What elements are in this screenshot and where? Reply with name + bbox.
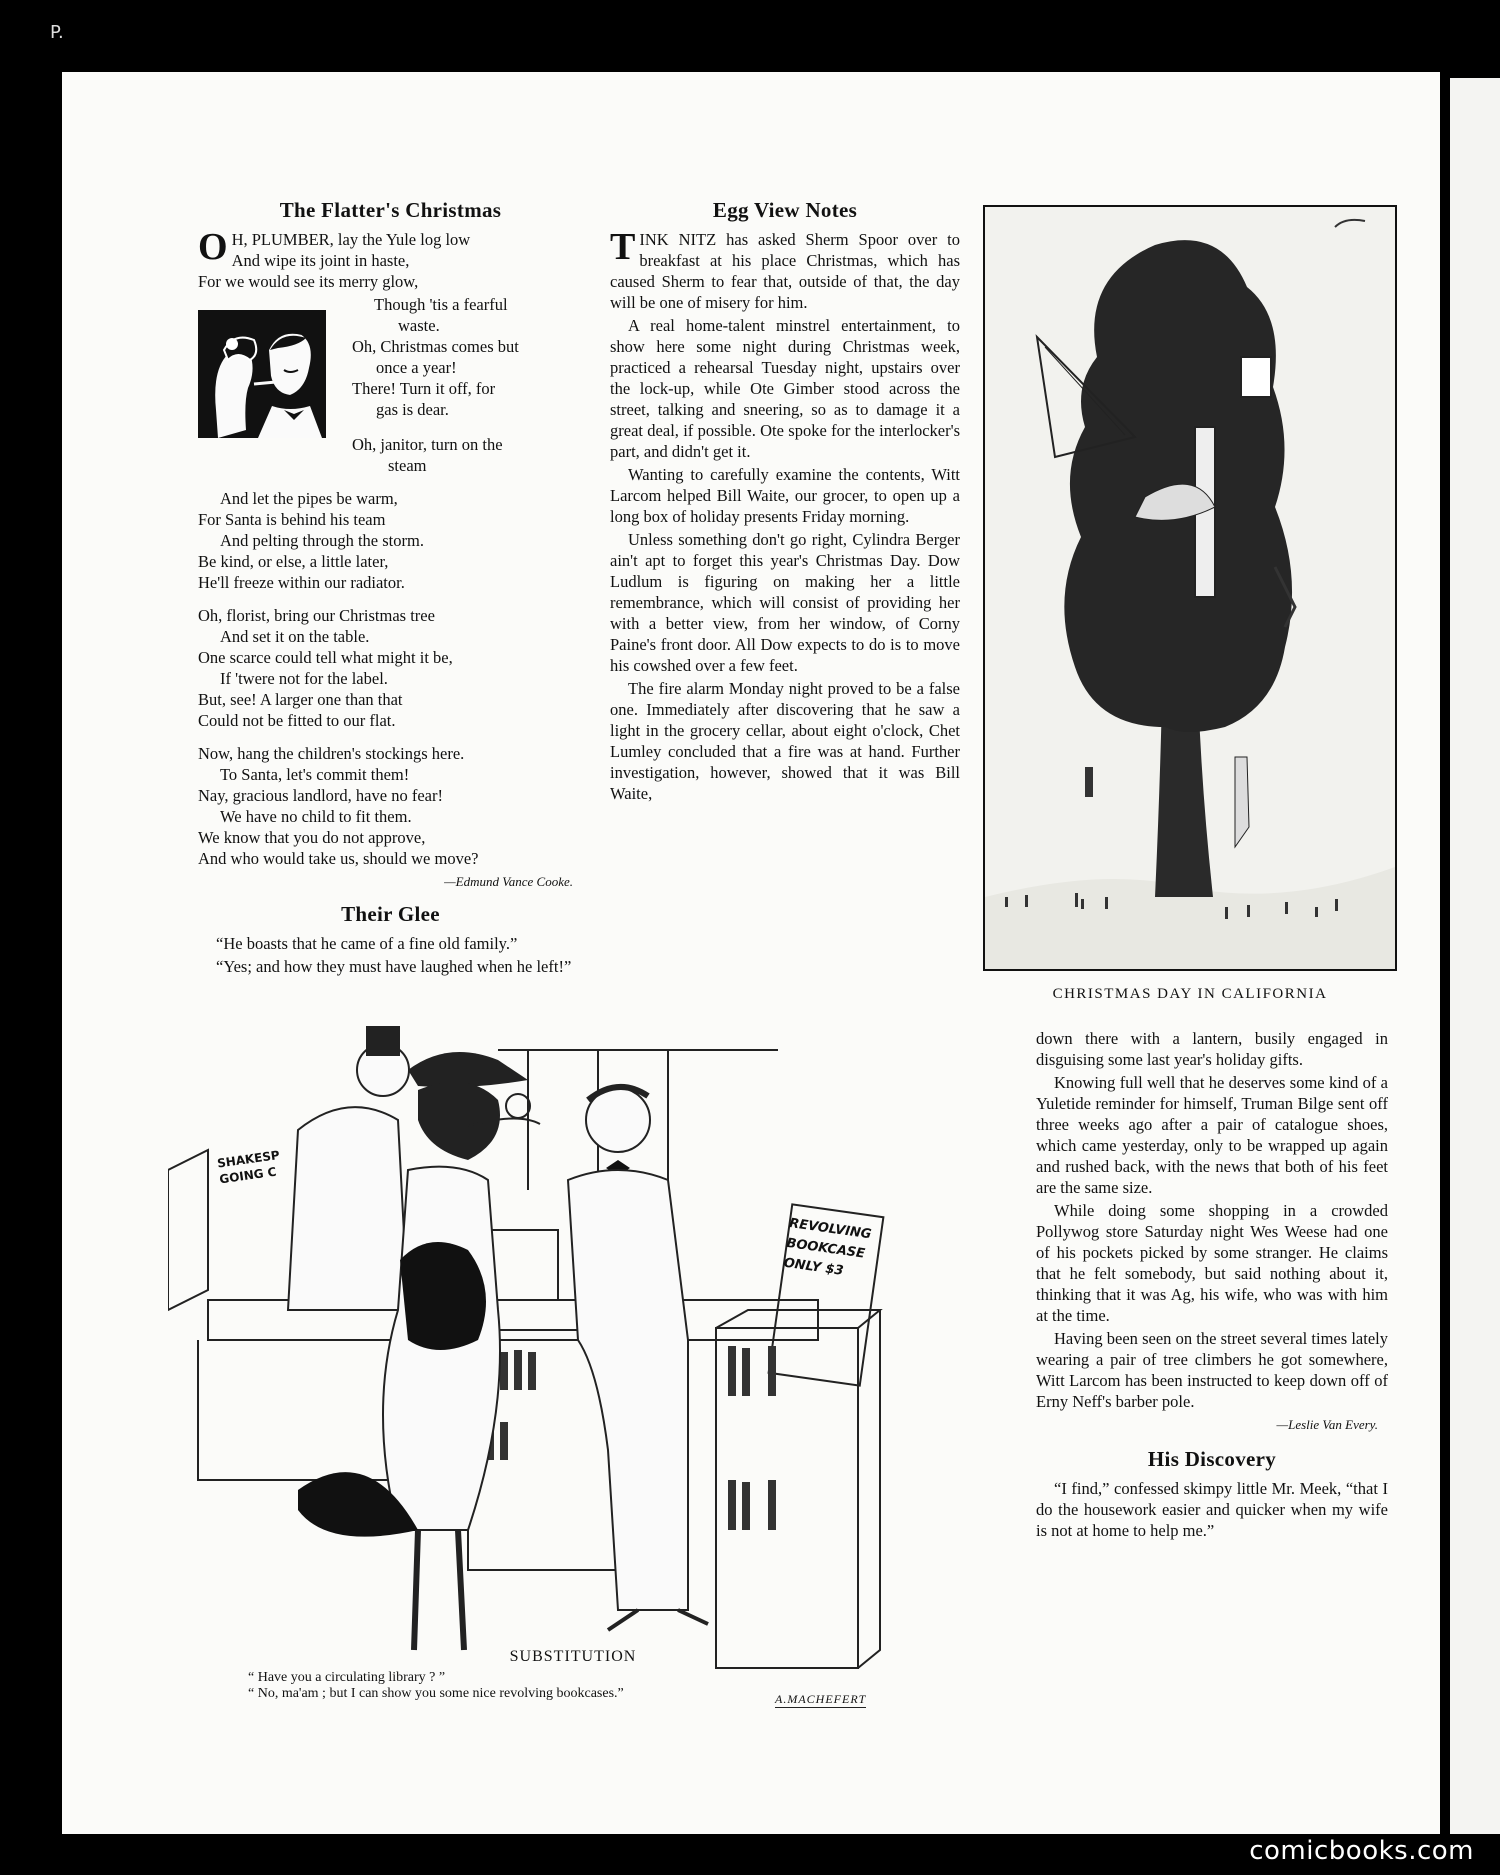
flatter-stanza-2 <box>198 488 583 593</box>
poem-line: once a year! <box>376 358 457 377</box>
flatter-dropcap: O <box>198 226 228 268</box>
egg-paragraph: Knowing full well that he deserves some kind of a Yuletide reminder for himself, Truman Bilge sent off three weeks ago after a pair of catalogue shoes, which came yesterday, only to be wrapped up again and rushed back, with the news that both of his feet are the same size. <box>1036 1073 1388 1197</box>
couple-illustration <box>198 310 326 438</box>
poem-line: gas is dear. <box>376 400 449 419</box>
flatter-title: The Flatter's Christmas <box>279 198 502 222</box>
discovery-paragraph: “I find,” confessed skimpy little Mr. Meek, “that I do the housework easier and quicker when my wife is not at home to help me.” <box>1036 1479 1388 1540</box>
egg-view-continued <box>1036 1028 1388 1543</box>
egg-paragraph: A real home-talent minstrel entertainment, to show here some night during Christmas week, practiced a rehearsal Tuesday night, upstairs over the lock-up, while Ote Gimber stood across the street, talking and sneering, so as to damage it a great deal, if possible. Ote spoke for the interlocker's part, and didn't get it. <box>610 316 960 461</box>
glee-paragraph: “He boasts that he came of a fine old family.” <box>216 934 518 953</box>
poem-line: And set it on the table. <box>220 627 370 646</box>
sign-line: REVOLVING <box>788 1216 873 1243</box>
sign-line: ONLY $3 <box>782 1255 845 1279</box>
poem-line: If 'twere not for the label. <box>220 669 388 688</box>
poem-line: We have no child to fit them. <box>220 807 412 826</box>
watermark: comicbooks.com <box>1249 1836 1474 1866</box>
sign-line: GOING C <box>218 1164 278 1187</box>
tree-illustration <box>983 205 1397 971</box>
glee-paragraph: “Yes; and how they must have laughed when he left!” <box>216 957 572 976</box>
egg-dropcap: T <box>610 226 636 268</box>
poem-line: One scarce could tell what might it be, <box>198 648 453 667</box>
poem-line: Oh, florist, bring our Christmas tree <box>198 606 435 625</box>
egg-paragraph: Having been seen on the street several times lately wearing a pair of tree climbers he got somewhere, Witt Larcom has been instructed to keep down off of Erny Neff's barber pole. <box>1036 1329 1388 1411</box>
poem-line: For we would see its merry glow, <box>198 272 419 291</box>
bookstore-caption-line: “ No, ma'am ; but I can show you some nice revolving bookcases.” <box>248 1686 624 1701</box>
poem-line: And pelting through the storm. <box>220 531 424 550</box>
flatter-byline: —Edmund Vance Cooke. <box>444 874 573 889</box>
corner-mark: P. <box>50 22 64 43</box>
poem-line: waste. <box>398 316 440 335</box>
glee-title: Their Glee <box>341 902 440 926</box>
discovery-title: His Discovery <box>1147 1447 1277 1471</box>
poem-line: And who would take us, should we move? <box>198 849 479 868</box>
poem-line: Nay, gracious landlord, have no fear! <box>198 786 443 805</box>
artist-signature: A.MACHEFERT <box>775 1692 867 1706</box>
poem-line: But, see! A larger one than that <box>198 690 403 709</box>
egg-title: Egg View Notes <box>712 198 858 222</box>
poem-line: He'll freeze within our radiator. <box>198 573 405 592</box>
flatter-poem <box>198 200 583 979</box>
egg-paragraph: Unless something don't go right, Cylindra Berger ain't apt to forget this year's Christmas Day. Dow Ludlum is figuring on making her a little remembrance, which will consist of providing her with a better view, from her window, of Corny Paine's front door. All Dow expects to do is to move his cowshed over a few feet. <box>610 530 960 675</box>
poem-line: Could not be fitted to our flat. <box>198 711 396 730</box>
sign-line: SHAKESP <box>216 1147 281 1171</box>
poem-line: steam <box>388 456 427 475</box>
bookstore-caption-line: “ Have you a circulating library ? ” <box>248 1670 446 1685</box>
poem-line: And let the pipes be warm, <box>220 489 398 508</box>
egg-paragraph: TINK NITZ has asked Sherm Spoor over to breakfast at his place Christmas, which has caused Sherm to fear that, outside of that, the day will be one of misery for him. <box>610 226 960 312</box>
tree-caption: CHRISTMAS DAY IN CALIFORNIA <box>1052 986 1328 1002</box>
sign-revolving-bookcase <box>782 1214 879 1286</box>
poem-line: Though 'tis a fearful <box>374 295 508 314</box>
sign-line: BOOKCASE <box>785 1235 866 1262</box>
poem-line: To Santa, let's commit them! <box>220 765 410 784</box>
egg-paragraph: down there with a lantern, busily engaged in disguising some last year's holiday gifts. <box>1036 1029 1388 1069</box>
egg-paragraph: The fire alarm Monday night proved to be a false one. Immediately after discovering that he saw a light in the grocery cellar, about eight o'clock, Chet Lumley concluded that a fire was at hand. Further investigation, however, showed that it was Bill Waite, <box>610 679 960 803</box>
poem-line: And wipe its joint in haste, <box>231 251 410 270</box>
egg-paragraph: Wanting to carefully examine the contents, Witt Larcom helped Bill Waite, our grocer, to open up a long box of holiday presents Friday morning. <box>610 465 960 526</box>
poem-line: Now, hang the children's stockings here. <box>198 744 465 763</box>
flatter-stanza-3 <box>198 605 583 731</box>
poem-line: Be kind, or else, a little later, <box>198 552 389 571</box>
flatter-stanza-1 <box>198 226 583 476</box>
bookstore-caption-title: SUBSTITUTION <box>509 1648 637 1665</box>
facing-page-edge <box>1450 78 1500 1834</box>
poem-line: H, PLUMBER, lay the Yule log low <box>231 230 471 249</box>
poem-line: Oh, janitor, turn on the <box>352 435 503 454</box>
flatter-stanza-4 <box>198 743 583 869</box>
egg-view-notes <box>610 200 960 806</box>
bookstore-illustration <box>168 1010 1018 1670</box>
poem-line: There! Turn it off, for <box>352 379 496 398</box>
egg-byline: —Leslie Van Every. <box>1276 1417 1378 1432</box>
egg-paragraph: While doing some shopping in a crowded Pollywog store Saturday night Wes Weese had one of his pockets picked by some stranger. He claims that he felt somebody, but said nothing about it, thinking that it was Ag, his wife, who was with him at the time. <box>1036 1201 1388 1325</box>
poem-line: We know that you do not approve, <box>198 828 426 847</box>
poem-line: Oh, Christmas comes but <box>352 337 519 356</box>
poem-line: For Santa is behind his team <box>198 510 386 529</box>
